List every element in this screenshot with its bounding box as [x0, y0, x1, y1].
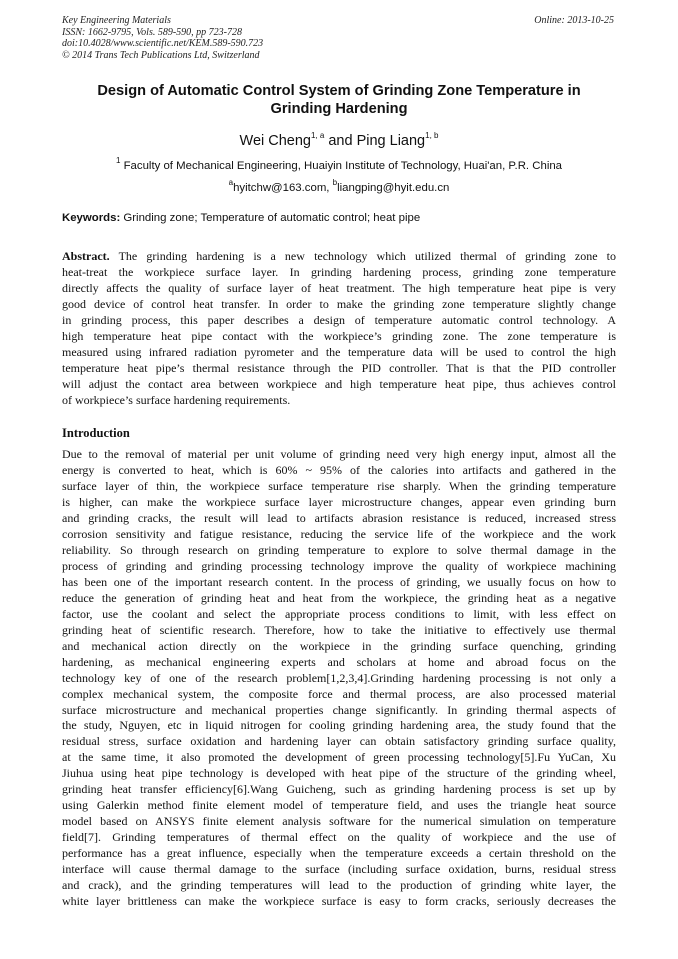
affiliation-marker: 1	[115, 156, 121, 165]
affiliation-text: Faculty of Mechanical Engineering, Huaiyin Institute of Technology, Huai'an, P.R. China	[120, 159, 563, 172]
body-line: white layer brittleness can make the workpiece surface is easy to form cracks, seriously decreases the	[62, 894, 616, 909]
body-line: surface microstructure and mechanical properties change significantly. In grinding thermal aspects of	[62, 702, 616, 717]
body-line: hardening, as mechanical engineering experts and scholars at home and abroad focus on the	[62, 654, 616, 669]
body-line: corrosion sensitivity and fatigue resistance, reducing the service life of the workpiece and the work	[62, 526, 616, 541]
body-line: energy is converted to heat, which is 60% ~ 95% of the calories into artifacts and gathered in the	[62, 462, 616, 477]
keywords	[62, 211, 616, 225]
body-line: model based on ANSYS finite element analysis software for the numerical simulation on temperature	[62, 814, 616, 829]
body-line: field[7]. Grinding temperatures of thermal effect on the quality of workpiece and the use of	[62, 830, 616, 845]
body-line: grinding heat transfer efficiency[6].Wang Guicheng, such as grinding hardening process is set up by	[62, 782, 616, 797]
abstract-line	[62, 248, 616, 264]
abstract-line: temperature heat pipe’s thermal resistance through the PID controller. That is that the PID controller	[62, 361, 616, 376]
body-line: Due to the removal of material per unit volume of grinding need very high energy input, almost all the	[62, 447, 616, 461]
abstract-line: measured using infrared radiation pyrometer and the temperature data will be used to control the high	[62, 345, 616, 360]
body-line: reliability. So through research on grinding temperature to explore to solve thermal damage in the	[62, 542, 616, 557]
body-line: process of grinding and grinding processing technology improve the quality of workpiece machining	[62, 558, 616, 573]
body-line: and crack), and the grinding temperatures will lead to the production of grinding white layer, the	[62, 878, 616, 893]
email-address: liangping@hyit.edu.cn	[337, 181, 450, 194]
body-line: residual stress, surface oxidation and hardening layer can obtain satisfactory grinding surface quality,	[62, 734, 616, 749]
body-line: has been one of the important research content. In the process of grinding, we usually focus on how to	[62, 574, 616, 589]
email-address: hyitchw@163.com,	[233, 181, 333, 194]
abstract-line: good device of control heat transfer. In order to make the grinding zone temperature slightly change	[62, 297, 616, 312]
paper-title	[62, 82, 616, 118]
email-marker: b	[332, 178, 338, 187]
keywords-text: Grinding zone; Temperature of automatic control; heat pipe	[120, 212, 421, 224]
body-line: technology key of one of the research problem[1,2,3,4].Grinding hardening processing is not only a	[62, 670, 616, 685]
author-affiliation-marker: 1, a	[311, 131, 325, 140]
body-line: the study, Nguyen, etc in liquid nitrogen for cooling grinding hardening area, the study found that the	[62, 718, 616, 733]
journal-header	[62, 15, 263, 61]
title-line: Grinding Hardening	[270, 101, 408, 117]
title-line: Design of Automatic Control System of Grinding Zone Temperature in	[97, 83, 581, 99]
journal-doi: doi:10.4028/www.scientific.net/KEM.589-590.723	[62, 38, 264, 49]
body-line: surface layer of thin, the workpiece surface temperature rise sharply. When the grinding temperature	[62, 478, 616, 493]
abstract-line: of workpiece’s surface hardening requirements.	[62, 393, 291, 408]
journal-copyright: © 2014 Trans Tech Publications Ltd, Switzerland	[62, 49, 260, 61]
author-list	[62, 128, 616, 150]
abstract-line: high temperature heat pipe contact with the workpiece’s grinding zone. The zone temperature is	[62, 329, 616, 344]
body-line: is higher, can make the workpiece surface layer microstructure changes, appear even grinding burn	[62, 494, 616, 509]
keywords-label: Keywords:	[62, 212, 121, 224]
author-name: Wei Cheng	[239, 132, 311, 149]
abstract-line: directly affects the quality of surface layer of heat treatment. The high temperature heat pipe is very	[62, 281, 616, 296]
abstract	[62, 248, 616, 408]
journal-name: Key Engineering Materials	[62, 15, 171, 26]
abstract-line: in grinding process, this paper describes a design of temperature automatic control technology. A	[62, 313, 616, 328]
body-line: Jiuhua using heat pipe technology is developed with heat pipe of the structure of the grinding wheel,	[62, 766, 616, 781]
body-line: reduce the generation of grinding heat and heat from the workpiece, the grinding heat as a negative	[62, 590, 616, 605]
introduction-body	[62, 447, 616, 910]
body-line: at the same time, it also promoted the development of green processing technology[5].Fu YuCan, Xu	[62, 750, 616, 765]
author-emails	[62, 177, 616, 195]
section-heading-introduction: Introduction	[62, 426, 130, 440]
abstract-line: will adjust the contact area between workpiece and high temperature heat pipe, thus achieves control	[62, 377, 616, 392]
body-line: and mechanical action directly on the workpiece in the grinding surface quenching, grinding	[62, 638, 616, 653]
email-marker: a	[228, 178, 234, 187]
body-line: performance has a great influence, especially when the temperature exceeds a certain threshold on the	[62, 846, 616, 861]
journal-issn: ISSN: 1662-9795, Vols. 589-590, pp 723-728	[62, 26, 242, 38]
author-name: Ping Liang	[356, 132, 426, 149]
body-line: and grinding cracks, the result will lead to artifacts abrasion resistance is reduced, increased stress	[62, 510, 616, 525]
online-date: Online: 2013-10-25	[534, 15, 614, 26]
author-conjunction: and	[324, 132, 357, 149]
abstract-line-text: The grinding hardening is a new technology which utilized thermal of grinding zone to	[109, 249, 616, 263]
body-line: factor, use the coolant and select the appropriate process conditions to limit, with less effect on	[62, 606, 616, 621]
author-affiliation-marker: 1, b	[425, 131, 439, 140]
body-line: using Galerkin method finite element model of temperature field, and uses the triangle heat source	[62, 798, 616, 813]
body-line: interface will cause thermal damage to the surface (including surface oxidation, burns, residual stress	[62, 862, 616, 877]
body-line: complex mechanical system, the composite force and thermal process, are also processed material	[62, 686, 616, 701]
body-line: grinding heat of scientific research. Therefore, how to take the initiative to effectively use thermal	[62, 622, 616, 637]
abstract-line: heat-treat the workpiece surface layer. In grinding hardening process, grinding zone temperature	[62, 265, 616, 280]
abstract-label: Abstract.	[62, 249, 110, 263]
affiliation	[62, 155, 616, 173]
